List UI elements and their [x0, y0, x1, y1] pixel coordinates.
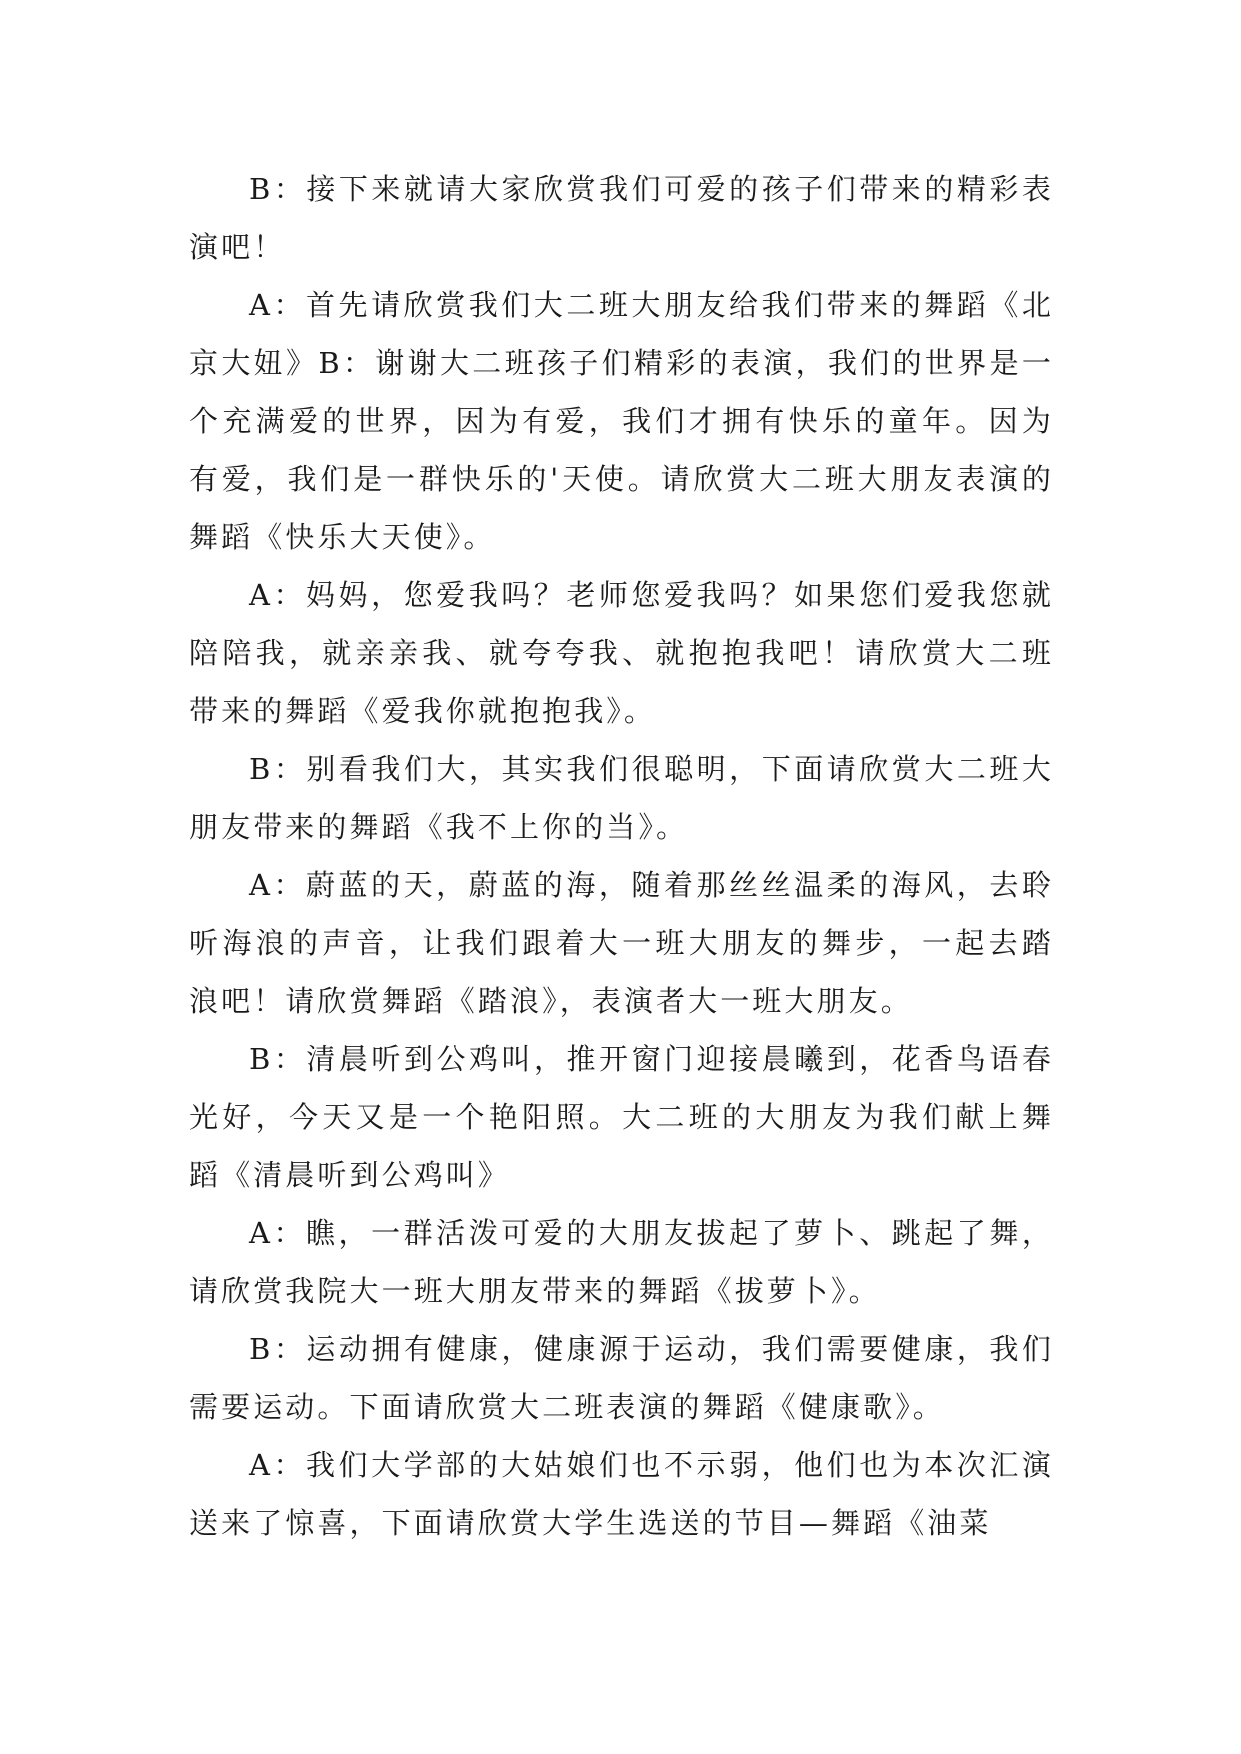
paragraph-1: B：接下来就请大家欣赏我们可爱的孩子们带来的精彩表演吧！ — [189, 172, 1054, 264]
paragraph-3: A：妈妈，您爱我吗？老师您爱我吗？如果您们爱我您就陪陪我，就亲亲我、就夸夸我、就抱抱我吧！请欣赏大二班带来的舞蹈《爱我你就抱抱我》。 — [189, 578, 1054, 728]
paragraph-9: A：我们大学部的大姑娘们也不示弱，他们也为本次汇演送来了惊喜，下面请欣赏大学生选送的节目—舞蹈《油菜 — [189, 1448, 1054, 1540]
document-body — [189, 160, 1054, 1552]
paragraph-8: B：运动拥有健康，健康源于运动，我们需要健康，我们需要运动。下面请欣赏大二班表演的舞蹈《健康歌》。 — [189, 1332, 1054, 1424]
paragraph-7: A：瞧，一群活泼可爱的大朋友拔起了萝卜、跳起了舞，请欣赏我院大一班大朋友带来的舞蹈《拔萝卜》。 — [189, 1216, 1054, 1308]
paragraph-2: A：首先请欣赏我们大二班大朋友给我们带来的舞蹈《北京大妞》B：谢谢大二班孩子们精彩的表演，我们的世界是一个充满爱的世界，因为有爱，我们才拥有快乐的童年。因为有爱，我们是一群快乐的'天使。请欣赏大二班大朋友表演的舞蹈《快乐大天使》。 — [189, 288, 1054, 554]
paragraph-4: B：别看我们大，其实我们很聪明，下面请欣赏大二班大朋友带来的舞蹈《我不上你的当》。 — [189, 752, 1054, 844]
paragraph-6: B：清晨听到公鸡叫，推开窗门迎接晨曦到，花香鸟语春光好，今天又是一个艳阳照。大二班的大朋友为我们献上舞蹈《清晨听到公鸡叫》 — [189, 1042, 1054, 1192]
paragraph-5: A：蔚蓝的天，蔚蓝的海，随着那丝丝温柔的海风，去聆听海浪的声音，让我们跟着大一班大朋友的舞步，一起去踏浪吧！请欣赏舞蹈《踏浪》，表演者大一班大朋友。 — [189, 868, 1054, 1018]
